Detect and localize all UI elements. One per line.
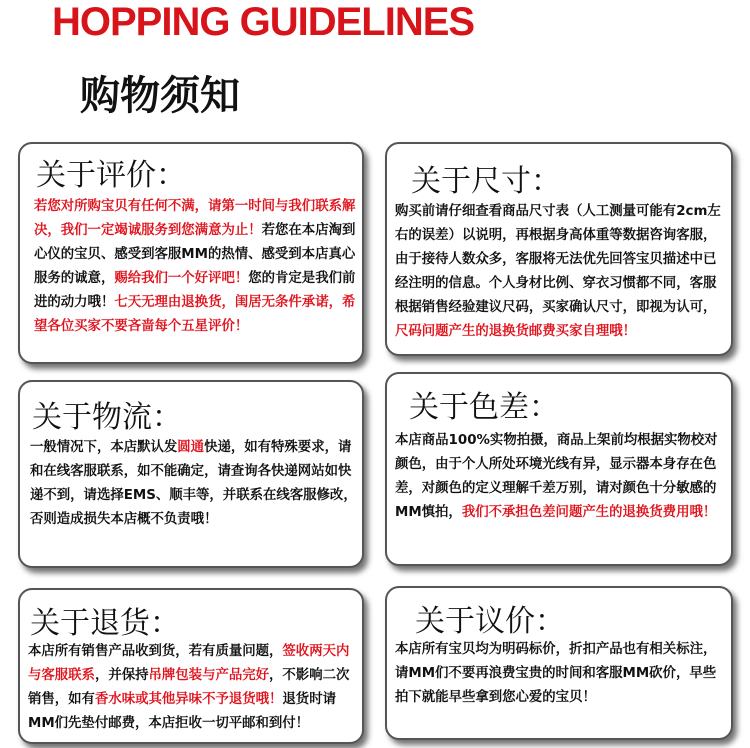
review-policy-card	[18, 142, 364, 364]
text-segment: 购买前请仔细查看商品尺寸表（人工测量可能有2cm左右的误差）以说明，再根据身高体重等数据咨询客服，由于接待人数众多，客服将无法优先回答宝贝描述中已经注明的信息。个人身材比例、穿衣习惯都不同，客服根据销售经验建议尺码，买家确认尺寸，即视为认可，	[395, 204, 721, 315]
page-title-chinese: 购物须知	[80, 73, 240, 119]
text-segment: 若您对所购宝贝有任何不满，请第一时间与我们联系解决，我们一定竭诚服务到您满意为止！	[34, 199, 356, 238]
text-segment: 吊牌包装与产品完好	[148, 668, 270, 683]
text-segment: 赐给我们一个好评吧！	[114, 271, 249, 286]
text-segment: 退货时请MM们先垫付邮费，本店拒收一切平邮和到付！	[28, 692, 336, 731]
size-policy-card	[385, 142, 733, 356]
text-segment: ，并保持	[94, 668, 149, 683]
review-policy-text	[34, 195, 364, 339]
color-difference-text	[395, 429, 729, 525]
text-segment: 本店商品100%实物拍摄，商品上架前均根据实物校对颜色，由于个人所处环境光线有异，显示器本身存在色差，对颜色的定义理解千差万别，请对颜色十分敏感的MM慎拍，	[395, 433, 718, 520]
price-negotiation-card	[385, 586, 733, 740]
color-difference-title: 关于色差：	[409, 390, 559, 425]
logistics-policy-title: 关于物流：	[32, 400, 182, 435]
size-policy-text	[395, 200, 729, 344]
logistics-policy-card	[18, 380, 364, 568]
text-segment: 圆通	[177, 440, 205, 455]
color-difference-card	[385, 372, 733, 566]
page-title-english: HOPPING GUIDELINES	[52, 0, 475, 44]
review-policy-title: 关于评价：	[36, 158, 186, 193]
text-segment: 快递，如有特殊要求，请和在线客服联系，如不能确定，请查询各快递网站如快递不到，请选择EMS、顺丰等，并联系在线客服修改，否则造成损失本店概不负责哦！	[30, 440, 357, 527]
return-policy-title: 关于退货：	[30, 606, 180, 641]
text-segment: ，不影响二次销售，如有	[28, 668, 350, 707]
return-policy-text	[28, 640, 362, 736]
text-segment: 本店所有销售产品收到货，若有质量问题，	[28, 644, 283, 659]
text-segment: 本店所有宝贝均为明码标价，折扣产品也有相关标注，请MM们不要再浪费宝贵的时间和客服MM砍价，早些拍下就能早些拿到您心爱的宝贝！	[395, 642, 717, 705]
text-segment: 若您在本店淘到心仪的宝贝、感受到客服MM的热情、感受到本店真心服务的诚意，	[34, 223, 356, 286]
logistics-policy-text	[30, 436, 362, 532]
text-segment: 您的肯定是我们前进的动力哦！	[34, 271, 356, 310]
text-segment: 尺码问题产生的退换货邮费买家自理哦！	[395, 324, 637, 339]
text-segment: 我们不承担色差问题产生的退换货费用哦！	[461, 505, 717, 520]
text-segment: 一般情况下，本店默认发	[30, 440, 178, 455]
price-negotiation-text	[395, 638, 729, 710]
size-policy-title: 关于尺寸：	[411, 164, 561, 199]
return-policy-card	[18, 588, 364, 744]
text-segment: 签收两天内与客服联系	[28, 644, 350, 683]
text-segment: 七天无理由退换货，闺居无条件承诺，希望各位买家不要吝啬每个五星评价！	[34, 295, 356, 334]
text-segment: 香水味或其他异味不予退货哦！	[94, 692, 283, 707]
price-negotiation-title: 关于议价：	[415, 604, 565, 639]
